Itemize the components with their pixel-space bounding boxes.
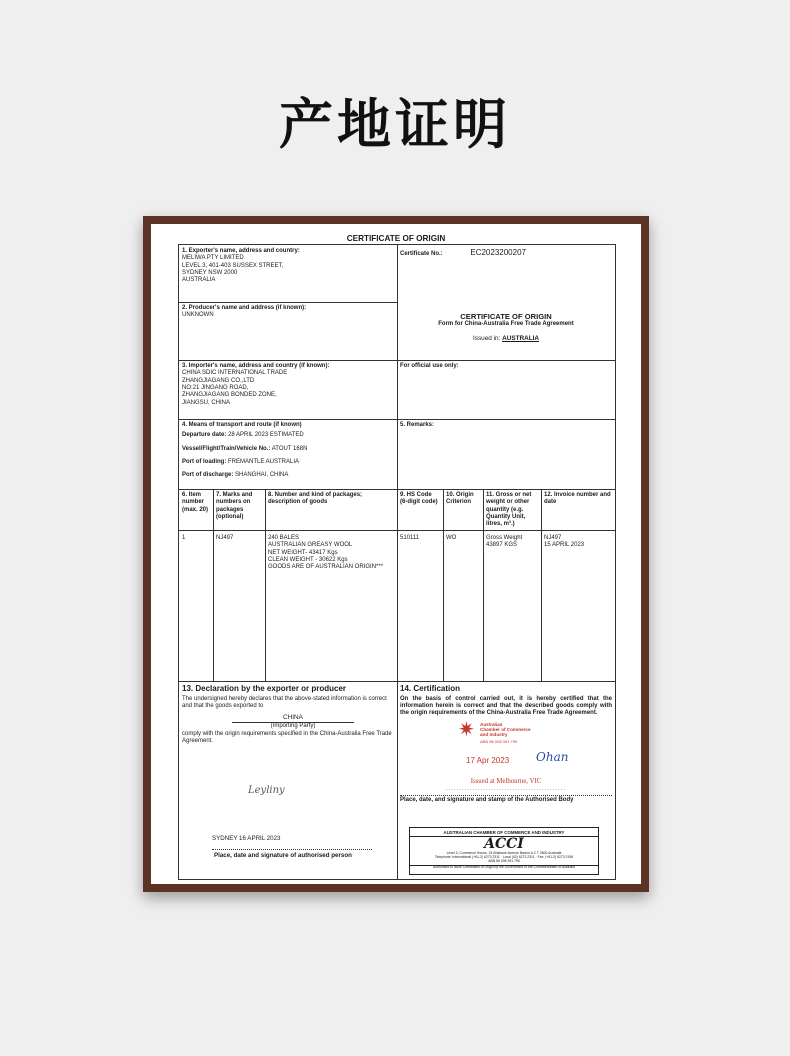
row-hs-code: 510111	[400, 535, 420, 541]
declaration-box	[179, 681, 397, 879]
agreement-title-box	[397, 309, 615, 359]
stamp-address: Level 3, Commerce House, 24 Brisbane Avenue Barton A C T 2600 Australia	[446, 851, 562, 856]
producer-label: 2. Producer's name and address (if known):	[182, 305, 307, 311]
certificate-paper	[151, 224, 641, 884]
loading-value: FREMANTLE AUSTRALIA	[228, 458, 300, 465]
stamp-abn: ABN 85 008 391 795	[488, 859, 520, 864]
departure-value: 28 APRIL 2023 ESTIMATED	[228, 432, 304, 439]
row-weight: Gross Weight 43897 KGS	[486, 535, 523, 549]
row-item: 1	[182, 535, 186, 541]
official-use-label: For official use only:	[400, 363, 459, 369]
stamp-logo: ACCI	[484, 836, 524, 853]
stamp-footnote: Authorised to issue Certificates of Origin by the Government of the Commonwealth of Australia	[410, 865, 598, 870]
picture-frame	[143, 216, 649, 892]
column-header-item: 6. Item number (max. 20)	[182, 492, 209, 513]
certification-signature: Ohan	[536, 749, 569, 764]
certificate-number-value: EC2023200207	[470, 248, 526, 257]
stamp-phone: Telephone: International (+61-2) 6273 2311 · Local (02) 6273 2311 · Fax: (+61-2) 6273 3196	[434, 855, 574, 860]
column-header-invoice: 12. Invoice number and date	[544, 492, 611, 506]
exporter-box	[179, 245, 397, 302]
column-header-criterion: 10. Origin Criterion	[446, 492, 474, 506]
acci-logo	[400, 720, 612, 748]
vessel-value: ATOUT 168N	[271, 445, 308, 452]
column-header-hs-code: 9. HS Code (6-digit code)	[400, 492, 438, 506]
certification-footer: Place, date, and signature and stamp of the Authorised Body	[400, 797, 574, 804]
certification-label: 14. Certification	[400, 684, 461, 693]
agreement-subtitle: Form for China-Australia Free Trade Agreement	[438, 321, 574, 328]
discharge-label: Port of discharge:	[182, 472, 234, 479]
declaration-tail: comply with the origin requirements specified in the China-Australia Free Trade Agreement.	[182, 730, 392, 744]
discharge-value: SHANGHAI, CHINA	[235, 472, 289, 479]
loading-label: Port of loading:	[182, 458, 227, 465]
departure-label: Departure date:	[182, 432, 227, 439]
issued-in-label: Issued in:	[472, 334, 501, 342]
exporter-value: MELIWA PTY LIMITED LEVEL 3, 401-403 SUSSEX STREET, SYDNEY NSW 2000 AUSTRALIA	[182, 255, 284, 284]
exporter-label: 1. Exporter's name, address and country:	[182, 248, 300, 254]
row-description: 240 BALES AUSTRALIAN GREASY WOOL NET WEIGHT- 43417 Kgs CLEAN WEIGHT - 30622 Kgs GOODS ARE OF AUSTRALIAN ORIGIN***	[268, 535, 384, 571]
declaration-label: 13. Declaration by the exporter or producer	[182, 684, 347, 693]
remarks-box	[397, 419, 615, 489]
star-icon: ✷	[458, 718, 475, 741]
producer-value: UNKNOWN	[182, 312, 214, 319]
declaration-signature-line	[212, 849, 372, 850]
declaration-country: CHINA	[232, 714, 354, 723]
certification-text: On the basis of control carried out, it is hereby certified that the information herein is correct and that the described goods comply with the origin requirements of the China-Australia Free Trade Agreement.	[400, 695, 612, 717]
column-header-weight: 11. Gross or net weight or other quantity (e.g. Quantity Unit, litres, m³.)	[486, 492, 532, 528]
stamp-title: AUSTRALIAN CHAMBER OF COMMERCE AND INDUSTRY	[410, 830, 598, 837]
declaration-footer: Place, date and signature of authorised person	[214, 851, 352, 859]
row-invoice: NJ497 15 APRIL 2023	[544, 535, 585, 549]
page-heading: 产地证明	[279, 93, 511, 156]
column-header-marks: 7. Marks and numbers on packages (optional)	[216, 492, 253, 520]
certificate-title: CERTIFICATE OF ORIGIN	[346, 234, 446, 243]
row-marks: NJ497	[216, 535, 234, 541]
remarks-label: 5. Remarks:	[400, 422, 435, 428]
declaration-signature: Leyliny	[248, 785, 285, 797]
importer-value: CHINA SDIC INTERNATIONAL TRADE ZHANGJIAGANG CO.,LTD NO:21 JINGANG ROAD, ZHANGJIAGANG BONDED ZONE, JIANGSU, CHINA	[182, 370, 288, 406]
certificate-form	[178, 244, 616, 880]
certification-box	[397, 681, 615, 879]
certificate-number-label: Certificate No.:	[400, 251, 443, 257]
certificate-number-box	[397, 245, 615, 275]
importer-label: 3. Importer's name, address and country (if known):	[182, 363, 330, 369]
declaration-place-date: SYDNEY 16 APRIL 2023	[212, 835, 281, 843]
issued-in-value: AUSTRALIA	[502, 334, 540, 342]
acci-logo-text: Australian Chamber of Commerce and Industry	[480, 721, 531, 737]
certification-signature-line	[400, 795, 612, 796]
declaration-text: The undersigned hereby declares that the above-stated information is correct and that the goods exported to	[182, 695, 387, 710]
issued-at: Issued at Melbourne, VIC	[470, 777, 542, 785]
agreement-title: CERTIFICATE OF ORIGIN	[460, 312, 552, 321]
certification-date: 17 Apr 2023	[466, 755, 510, 765]
vessel-label: Vessel/Flight/Train/Vehicle No.:	[182, 445, 271, 452]
column-header-description: 8. Number and kind of packages; description of goods	[268, 492, 363, 506]
importer-box	[179, 360, 397, 419]
producer-box	[179, 302, 397, 360]
transport-label: 4. Means of transport and route (if known)	[182, 422, 302, 428]
declaration-party: (Importing Party)	[270, 723, 316, 730]
row-criterion: WO	[446, 535, 457, 541]
transport-box	[179, 419, 397, 489]
acci-abn: ABN 85 008 391 795	[480, 738, 518, 744]
acci-stamp	[409, 827, 599, 875]
issued-at-dots: .............................................	[445, 785, 566, 792]
official-use-box	[397, 360, 615, 419]
